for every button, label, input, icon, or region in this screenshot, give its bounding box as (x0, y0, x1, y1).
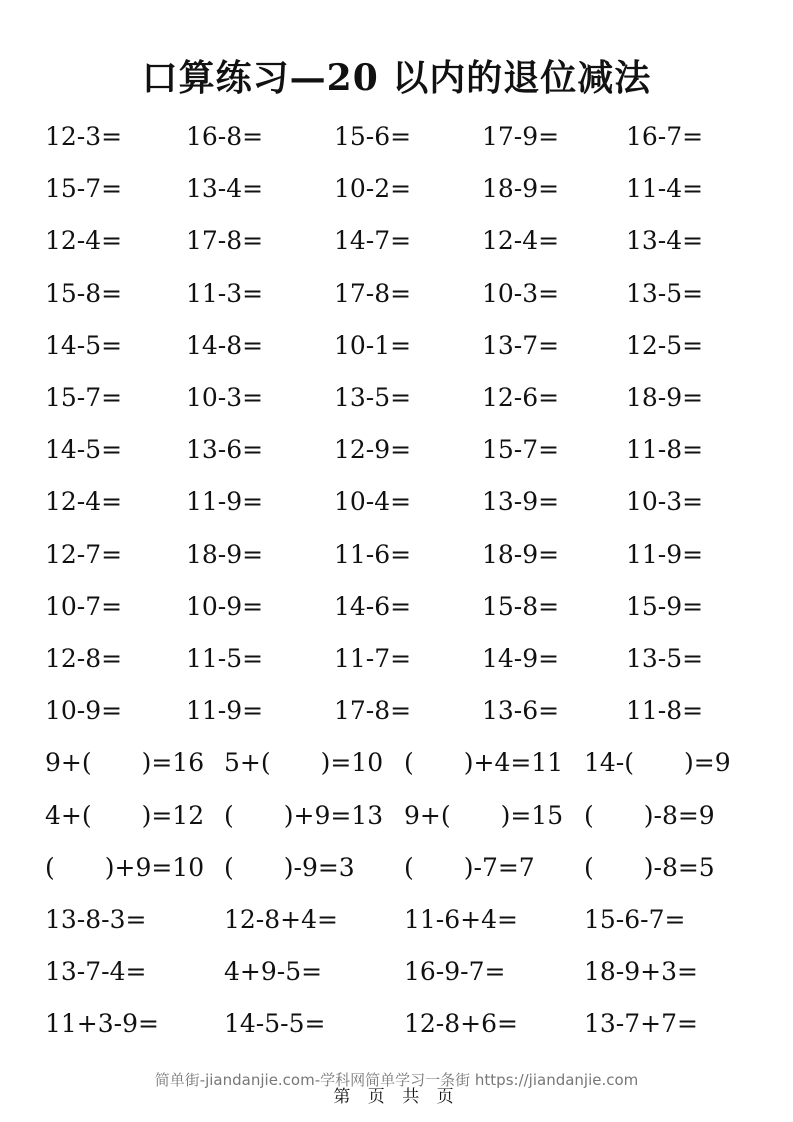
exercise-item: 13-6= (186, 435, 264, 465)
exercise-item: ( )-8=5 (584, 852, 715, 882)
exercise-item: 11-3= (186, 278, 264, 308)
exercise-item: 12-8= (45, 644, 123, 673)
exercise-item: 13-6= (482, 696, 560, 726)
exercise-item: 14-5-5= (224, 1009, 326, 1039)
subtraction-row (0, 691, 793, 731)
exercise-item: 10-9= (186, 591, 264, 621)
exercise-item: 10-4= (334, 487, 412, 517)
exercise-item: 11-9= (186, 487, 264, 517)
exercise-item: 15-9= (626, 591, 704, 621)
subtraction-row (0, 430, 793, 470)
exercise-item: ( )-9=3 (224, 852, 355, 882)
exercise-item: 17-8= (334, 696, 412, 726)
exercise-item: 15-7= (45, 174, 123, 204)
subtraction-row (0, 535, 793, 575)
exercise-item: 14-5= (45, 330, 123, 360)
mixed-operation-row (0, 1004, 793, 1044)
exercise-item: 13-9= (482, 487, 560, 517)
exercise-item: 12-8+4= (224, 905, 338, 934)
exercise-item: 11-8= (626, 435, 704, 465)
fill-blank-row (0, 848, 793, 888)
subtraction-row (0, 274, 793, 314)
exercise-item: 15-6= (334, 122, 412, 151)
exercise-item: 10-3= (186, 383, 264, 412)
exercise-item: 12-5= (626, 330, 704, 360)
exercise-item: 10-2= (334, 174, 412, 204)
exercise-item: 10-9= (45, 696, 123, 726)
exercise-item: 11-9= (186, 696, 264, 726)
exercise-item: 13-5= (334, 383, 412, 412)
exercise-item: 11-5= (186, 644, 264, 673)
exercise-item: 11+3-9= (45, 1009, 159, 1039)
exercise-item: 18-9= (482, 174, 560, 204)
exercise-item: 18-9= (482, 539, 560, 569)
exercise-item: 13-4= (186, 174, 264, 204)
exercise-item: 13-5= (626, 278, 704, 308)
exercise-item: 10-7= (45, 591, 123, 621)
exercise-item: 12-7= (45, 539, 123, 569)
exercise-item: 12-3= (45, 122, 123, 151)
exercise-item: 13-7+7= (584, 1009, 698, 1039)
exercise-item: 16-9-7= (404, 957, 506, 987)
fill-blank-row (0, 796, 793, 836)
exercise-item: 4+9-5= (224, 957, 323, 987)
exercise-item: 14-9= (482, 644, 560, 673)
exercise-item: 13-7= (482, 330, 560, 360)
subtraction-row (0, 639, 793, 679)
exercise-item: 14-6= (334, 591, 412, 621)
exercise-item: 11-9= (626, 539, 704, 569)
exercise-item: 11-6+4= (404, 905, 518, 934)
page-number: 第 页 共 页 (333, 1087, 460, 1107)
exercise-item: 17-8= (186, 226, 264, 256)
exercise-item: 12-4= (482, 226, 560, 256)
exercise-item: ( )-8=9 (584, 800, 715, 830)
exercise-item: 13-7-4= (45, 957, 147, 987)
exercise-item: 16-8= (186, 122, 264, 151)
exercise-item: 18-9+3= (584, 957, 698, 987)
exercise-item: 15-7= (45, 383, 123, 412)
exercise-item: 10-3= (482, 278, 560, 308)
subtraction-row (0, 221, 793, 261)
exercise-item: 12-4= (45, 487, 123, 517)
page-title: 口算练习—20 以内的退位减法 (141, 57, 652, 99)
exercise-item: 18-9= (626, 383, 704, 412)
exercise-item: 17-8= (334, 278, 412, 308)
exercise-item: 9+( )=16 (45, 748, 205, 778)
exercise-item: 10-3= (626, 487, 704, 517)
subtraction-row (0, 169, 793, 209)
exercise-item: 5+( )=10 (224, 748, 384, 778)
exercise-item: 11-8= (626, 696, 704, 726)
exercise-item: 18-9= (186, 539, 264, 569)
exercise-item: ( )+9=13 (224, 800, 384, 830)
exercise-item: 11-7= (334, 644, 412, 673)
exercise-item: 12-8+6= (404, 1009, 518, 1039)
exercise-item: 15-6-7= (584, 905, 686, 934)
exercise-item: 11-6= (334, 539, 412, 569)
exercise-item: 11-4= (626, 174, 704, 204)
exercise-item: 14-( )=9 (584, 748, 731, 778)
exercise-item: 14-7= (334, 226, 412, 256)
exercise-item: 12-9= (334, 435, 412, 465)
subtraction-row (0, 117, 793, 157)
exercise-item: 14-8= (186, 330, 264, 360)
exercise-item: 4+( )=12 (45, 800, 205, 830)
exercise-item: 12-4= (45, 226, 123, 256)
subtraction-row (0, 482, 793, 522)
subtraction-row (0, 378, 793, 418)
exercise-item: 15-8= (482, 591, 560, 621)
exercise-item: ( )-7=7 (404, 852, 535, 882)
exercise-item: 12-6= (482, 383, 560, 412)
exercise-item: 15-8= (45, 278, 123, 308)
exercise-item: 15-7= (482, 435, 560, 465)
exercise-item: ( )+4=11 (404, 748, 564, 778)
footer-source: 简单街-jiandanjie.com-学科网简单学习一条街 https://jiandanjie.com (154, 1071, 639, 1089)
mixed-operation-row (0, 952, 793, 992)
exercise-item: 13-5= (626, 644, 704, 673)
exercise-item: 14-5= (45, 435, 123, 465)
subtraction-row (0, 587, 793, 627)
exercise-item: 9+( )=15 (404, 800, 564, 830)
mixed-operation-row (0, 900, 793, 940)
fill-blank-row (0, 743, 793, 783)
exercise-item: 13-8-3= (45, 905, 147, 934)
subtraction-row (0, 326, 793, 366)
exercise-item: ( )+9=10 (45, 852, 205, 882)
exercise-item: 13-4= (626, 226, 704, 256)
exercise-item: 16-7= (626, 122, 704, 151)
exercise-item: 10-1= (334, 330, 412, 360)
exercise-item: 17-9= (482, 122, 560, 151)
